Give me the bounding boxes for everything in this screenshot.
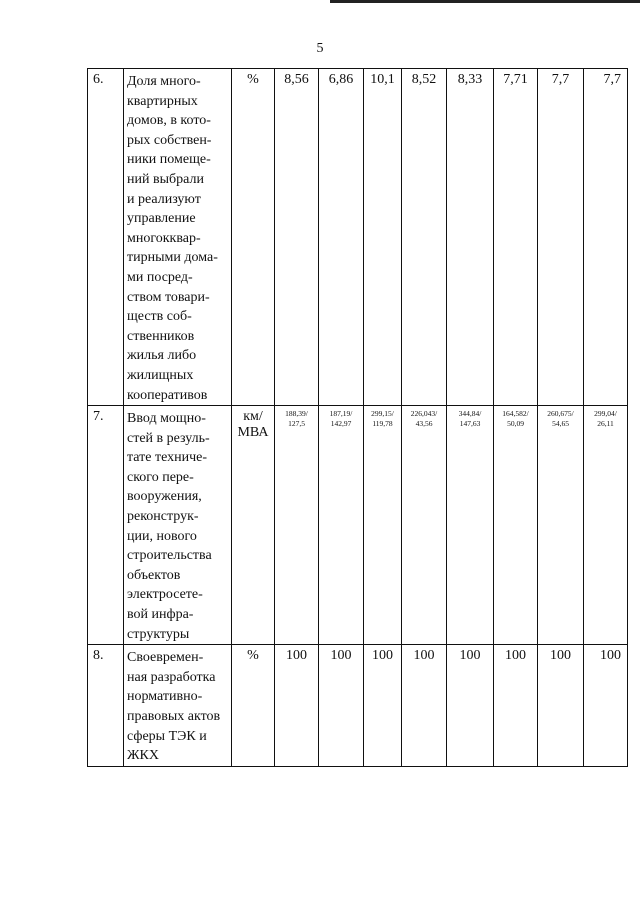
row-value: 100 xyxy=(319,645,364,767)
description-line: строительства xyxy=(127,548,212,564)
description-line: ная разработка xyxy=(127,669,216,685)
top-rule xyxy=(330,0,640,3)
description-line: правовых актов xyxy=(127,709,221,724)
description-line: электросете- xyxy=(127,587,203,603)
description-line: домов, в кото- xyxy=(127,113,211,129)
description-line: ми посред- xyxy=(127,269,193,285)
description-line: многокквар- xyxy=(127,230,201,246)
description-line: жилищных xyxy=(127,367,194,383)
description-line: Ввод мощно- xyxy=(127,411,206,427)
row-number: 6. xyxy=(88,69,124,406)
row-value: 226,043/ 43,56 xyxy=(410,409,438,429)
description-line: ЖКХ xyxy=(127,748,159,764)
description-line: структуры xyxy=(127,626,190,642)
row-value: 187,19/ 142,97 xyxy=(329,409,353,429)
row-number: 8. xyxy=(88,645,124,767)
row-value: 7,7 xyxy=(538,69,584,406)
row-value: 100 xyxy=(494,645,538,767)
row-value: 7,7 xyxy=(584,69,628,406)
description-line: тирными дома- xyxy=(127,250,218,266)
row-description xyxy=(124,645,232,767)
description-line: кооперативов xyxy=(127,387,208,403)
description-line: вооружения, xyxy=(127,489,202,505)
row-value: 164,582/ 50,09 xyxy=(502,409,529,429)
description-line: ством товари- xyxy=(127,289,210,305)
description-line: квартирных xyxy=(127,93,198,109)
row-value: 8,52 xyxy=(402,69,447,406)
row-number: 7. xyxy=(88,406,124,645)
description-line: сферы ТЭК и xyxy=(127,728,207,744)
description-line: ний выбрали xyxy=(127,171,204,187)
row-value: 100 xyxy=(275,645,319,767)
description-line: управление xyxy=(127,211,196,227)
description-line: вой инфра- xyxy=(127,607,194,623)
row-value: 100 xyxy=(584,645,628,767)
row-unit: % xyxy=(232,645,275,767)
row-value: 260,675/ 54,65 xyxy=(547,409,574,429)
row-value: 100 xyxy=(538,645,584,767)
row-unit: % xyxy=(232,69,275,406)
description-line: Доля много- xyxy=(127,74,201,89)
description-line: объектов xyxy=(127,567,181,583)
indicator-table xyxy=(87,68,628,767)
page-number: 5 xyxy=(316,41,324,56)
description-line: тате техниче- xyxy=(127,450,208,466)
row-value: 8,33 xyxy=(447,69,494,406)
row-unit: км/МВА xyxy=(232,406,275,645)
table-row xyxy=(88,645,628,767)
description-line: и реализуют xyxy=(127,191,201,207)
row-value: 6,86 xyxy=(319,69,364,406)
row-value: 188,39/ 127,5 xyxy=(285,409,308,429)
row-value: 100 xyxy=(364,645,402,767)
description-line: рых собствен- xyxy=(127,132,212,148)
description-line: нормативно- xyxy=(127,689,203,705)
row-value: 8,56 xyxy=(275,69,319,406)
description-line: Своевремен- xyxy=(127,650,204,666)
description-line: ники помеще- xyxy=(127,152,211,168)
row-value: 299,04/ 26,11 xyxy=(594,409,617,429)
description-line: стей в резуль- xyxy=(127,430,210,446)
row-value: 299,15/ 119,78 xyxy=(371,409,394,429)
description-line: реконструк- xyxy=(127,509,199,525)
row-value: 344,84/ 147,63 xyxy=(458,409,482,429)
description-line: ществ соб- xyxy=(127,309,192,325)
table-row xyxy=(88,406,628,645)
row-value: 100 xyxy=(447,645,494,767)
description-line: жилья либо xyxy=(127,348,197,364)
row-value: 100 xyxy=(402,645,447,767)
description-line: ственников xyxy=(127,328,195,344)
table-row xyxy=(88,69,628,406)
row-description xyxy=(124,69,232,406)
description-line: ции, нового xyxy=(127,528,197,544)
row-value: 7,71 xyxy=(494,69,538,406)
row-value: 10,1 xyxy=(364,69,402,406)
description-line: ского пере- xyxy=(127,469,194,485)
row-description xyxy=(124,406,232,645)
